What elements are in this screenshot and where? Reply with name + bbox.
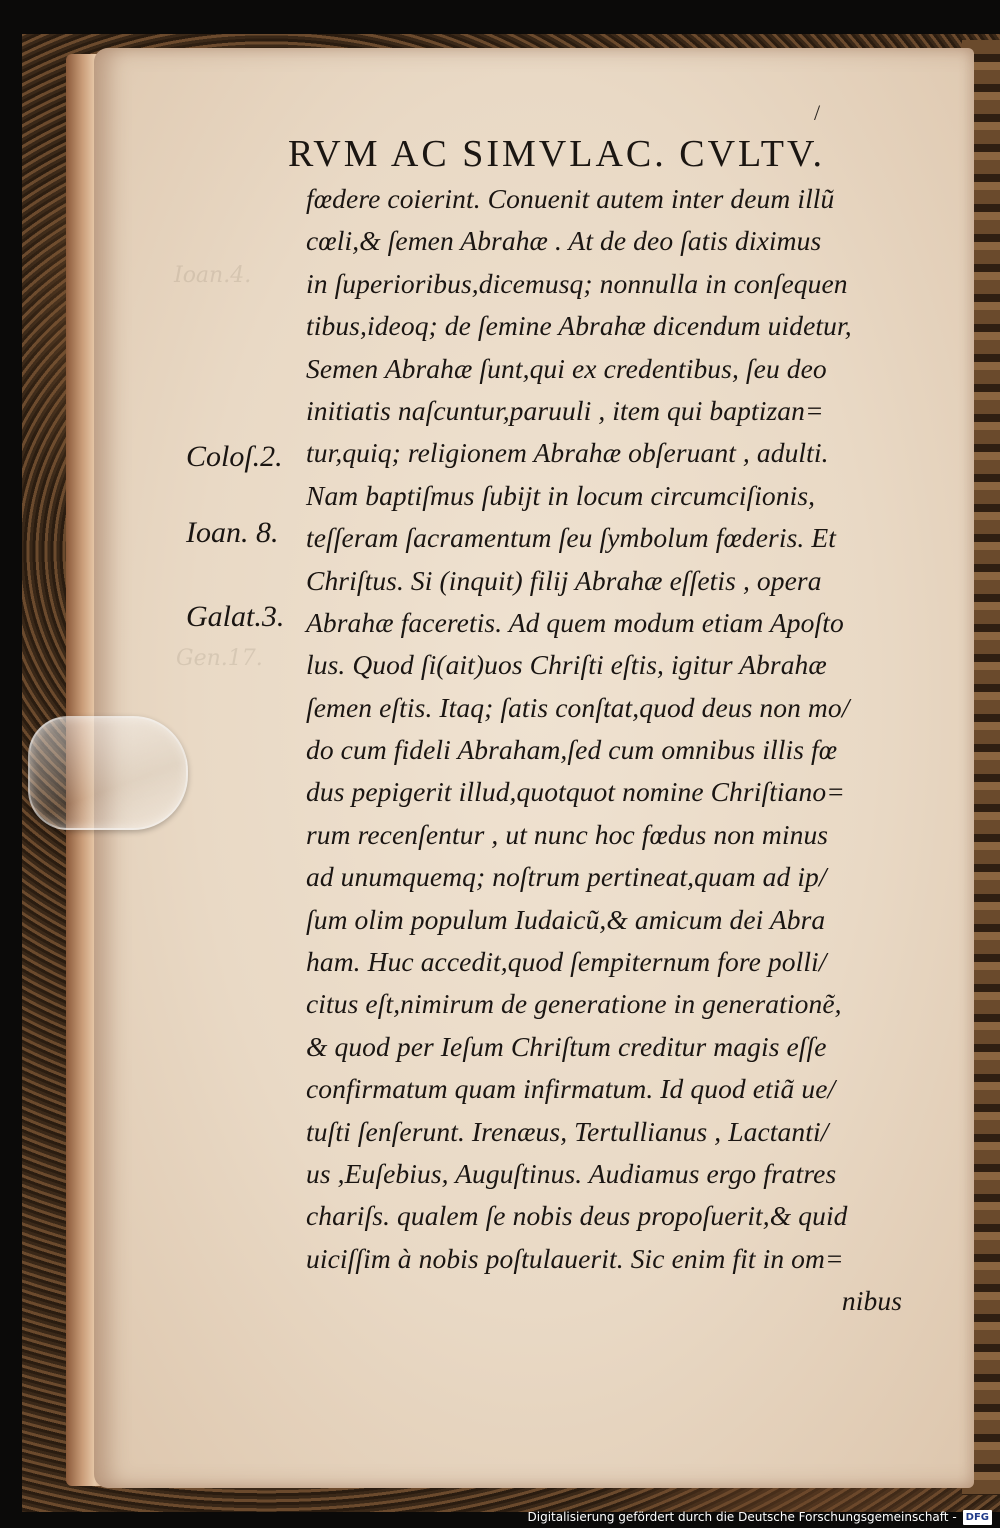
text-line: Semen Abrahæ ſunt,qui ex credentibus, ſeu deo — [306, 352, 827, 384]
folio-mark: / — [814, 100, 821, 125]
margin-note-john: Ioan. 8. — [186, 516, 279, 549]
text-line: Chriſtus. Si (inquit) filij Abrahæ eſſetis , opera — [306, 564, 822, 596]
text-line: Nam baptiſmus ſubijt in locum circumciſionis, — [306, 479, 816, 511]
glass-page-weight — [28, 716, 188, 830]
margin-note-colossians: Coloſ.2. — [186, 440, 283, 473]
text-line: ham. Huc accedit,quod ſempiternum fore polli/ — [306, 946, 827, 978]
text-line: uiciſſim à nobis poſtulauerit. Sic enim fit in om= — [306, 1242, 844, 1274]
show-through-text: Gen.17. — [176, 646, 263, 671]
text-line: cœli,& ſemen Abrahæ . At de deo ſatis diximus — [306, 225, 822, 257]
text-line: fœdere coierint. Conuenit autem inter deum illũ — [306, 183, 835, 214]
text-line: lus. Quod ſi(ait)uos Chriſti eſtis, igitur Abrahæ — [306, 649, 827, 681]
text-line: in ſuperioribus,dicemusq; nonnulla in conſequen — [306, 267, 848, 299]
running-head: RVM AC SIMVLAC. CVLTV. — [288, 133, 826, 175]
text-line: tur,quiq; religionem Abrahæ obſeruant , adulti. — [306, 437, 829, 469]
text-line: dus pepigerit illud,quotquot nomine Chriſtiano= — [306, 776, 845, 808]
dfg-logo: DFG — [963, 1510, 992, 1525]
text-line: Abrahæ faceretis. Ad quem modum etiam Apoſto — [306, 606, 844, 638]
text-line: rum recenſentur , ut nunc hoc fœdus non minus — [306, 818, 829, 850]
text-line: citus eſt,nimirum de generatione in generationẽ, — [306, 988, 842, 1020]
text-line: teſſeram ſacramentum ſeu ſymbolum fœderis. Et — [306, 522, 836, 554]
text-line: ſum olim populum Iudaicũ,& amicum dei Abra — [306, 903, 826, 935]
text-line: tuſti ſenſerunt. Irenæus, Tertullianus , Lactanti/ — [306, 1115, 829, 1147]
text-line: tibus,ideoq; de ſemine Abrahæ dicendum uidetur, — [306, 310, 852, 342]
text-line: us ,Euſebius, Auguſtinus. Audiamus ergo fratres — [306, 1157, 837, 1189]
text-line: ſemen eſtis. Itaq; ſatis conſtat,quod deus non mo/ — [306, 691, 850, 723]
credit-text: Digitalisierung gefördert durch die Deutsche Forschungsgemeinschaft - — [527, 1510, 957, 1524]
text-line: confirmatum quam infirmatum. Id quod etiã ue/ — [306, 1073, 836, 1105]
text-line: ad unumquemq; noſtrum pertineat,quam ad ip/ — [306, 861, 827, 893]
margin-note-galatians: Galat.3. — [186, 600, 285, 633]
text-line: chariſs. qualem ſe nobis deus propoſuerit,& quid — [306, 1200, 848, 1232]
show-through-text: Ioan.4. — [174, 263, 252, 288]
catchword: nibus — [841, 1285, 902, 1317]
text-line: & quod per Ieſum Chriſtum creditur magis eſſe — [306, 1030, 827, 1062]
body-text — [306, 178, 906, 1323]
digitization-credit — [528, 1508, 993, 1526]
text-line: initiatis naſcuntur,paruuli , item qui baptizan= — [306, 394, 824, 426]
text-line: do cum fideli Abraham,ſed cum omnibus illis fœ — [306, 734, 838, 766]
